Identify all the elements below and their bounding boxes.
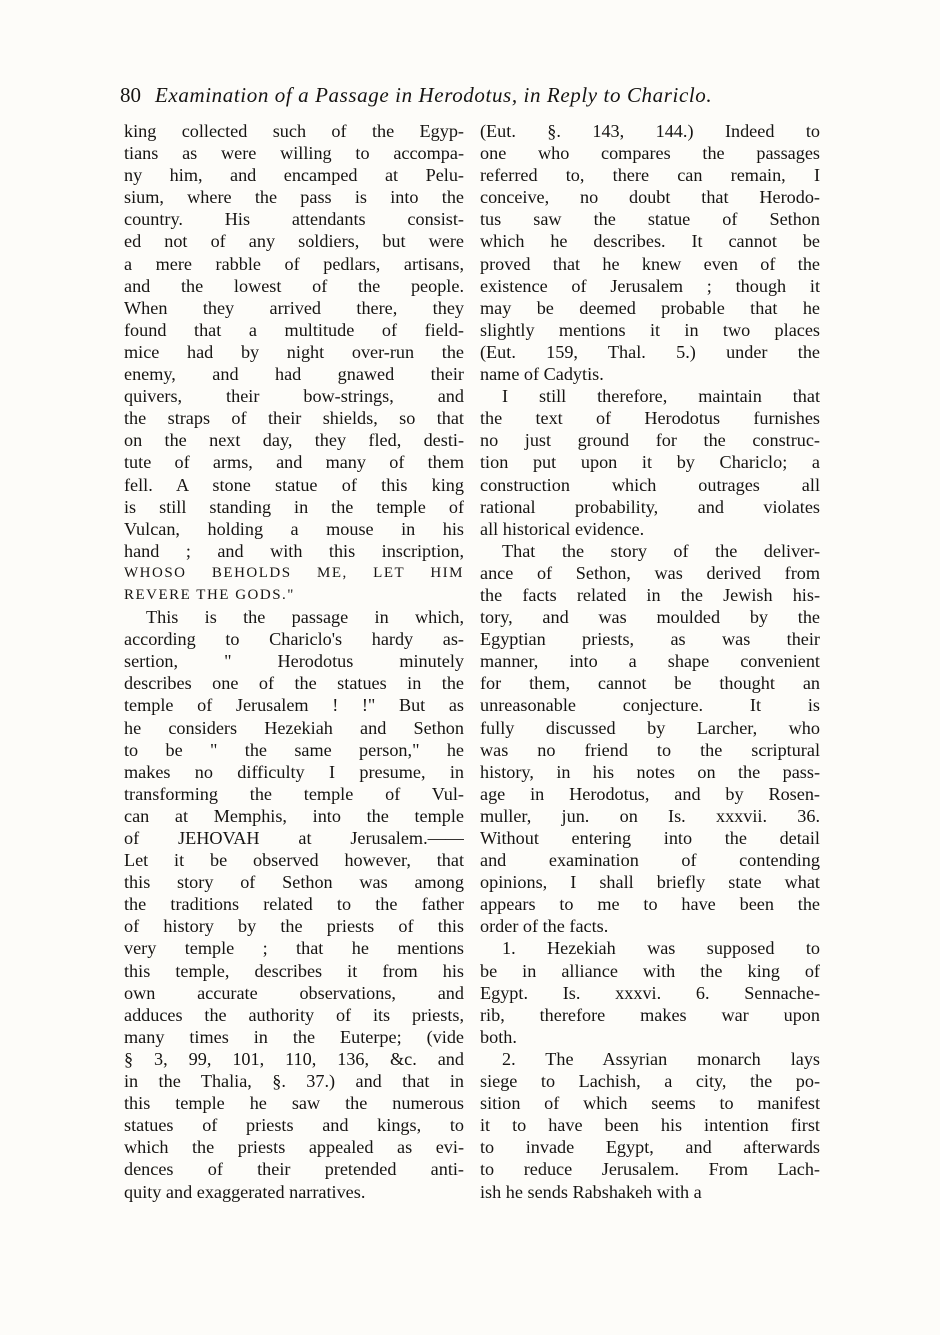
text-line: Without entering into the detail (480, 828, 820, 848)
text-line: When they arrived there, they (124, 297, 464, 318)
text-line: 1. Hezekiah was supposed to (502, 938, 820, 959)
text-line: the traditions related to the father (124, 894, 464, 915)
running-head (120, 82, 826, 108)
text-line: this temple, describes it from his (124, 960, 464, 981)
text-line: referred to, there can remain, I (480, 165, 820, 186)
text-line: found that a multitude of field- (124, 319, 464, 340)
running-title: Examination of a Passage in Herodotus, in Reply to Chariclo. (155, 83, 713, 107)
text-line: Vulcan, holding a mouse in his (124, 518, 464, 539)
text-line: appears to me to have been the (480, 894, 820, 915)
text-line: the text of Herodotus furnishes (480, 408, 820, 429)
text-line: to be " the same person," he (124, 739, 464, 760)
text-line: for them, cannot be thought an (480, 673, 820, 694)
text-line: age in Herodotus, and by Rosen- (480, 783, 820, 804)
text-line: statues of priests and kings, to (124, 1115, 464, 1136)
text-line: quivers, their bow-strings, and (124, 386, 464, 407)
text-line: a mere rabble of pedlars, artisans, (124, 253, 464, 274)
left-text-column (124, 120, 464, 1203)
text-line: the facts related in the Jewish his- (480, 584, 820, 605)
text-line: many times in the Euterpe; (vide (124, 1026, 464, 1047)
text-line: this temple he saw the numerous (124, 1093, 464, 1114)
text-line: according to Chariclo's hardy as- (124, 629, 464, 650)
text-line: which he describes. It cannot be (480, 231, 820, 252)
text-line: sition of which seems to manifest (480, 1093, 820, 1114)
text-line: sertion, " Herodotus minutely (124, 651, 464, 672)
text-line: rib, therefore makes war upon (480, 1004, 820, 1025)
text-line: describes one of the statues in the (124, 673, 464, 694)
text-line: fully discussed by Larcher, who (480, 717, 820, 738)
text-line: of history by the priests of this (124, 916, 464, 937)
text-line: he considers Hezekiah and Sethon (124, 717, 464, 738)
text-line: Egyptian priests, as was their (480, 629, 820, 650)
text-line: unreasonable conjecture. It is (480, 695, 820, 716)
text-line: WHOSO BEHOLDS ME, LET HIM (124, 564, 464, 581)
text-line: rational probability, and violates (480, 496, 820, 517)
text-line: opinions, I shall briefly state what (480, 872, 820, 893)
text-line: and examination of contending (480, 850, 820, 871)
text-line: conceive, no doubt that Herodo- (480, 187, 820, 208)
text-line: can at Memphis, into the temple (124, 805, 464, 826)
text-line: king collected such of the Egyp- (124, 121, 464, 141)
text-line: ish he sends Rabshakeh with a (480, 1181, 702, 1202)
text-line: muller, jun. on Is. xxxvii. 36. (480, 805, 820, 826)
text-line: (Eut. §. 143, 144.) Indeed to (480, 121, 820, 141)
text-line: Let it be observed however, that (124, 850, 464, 871)
text-line: tus saw the statue of Sethon (480, 209, 820, 230)
text-line: adduces the authority of its priests, (124, 1004, 464, 1025)
text-line: temple of Jerusalem ! !" But as (124, 695, 464, 716)
text-line: tians as were willing to accompa- (124, 143, 464, 164)
text-line: tion put upon it by Chariclo; a (480, 452, 820, 473)
text-line: 2. The Assyrian monarch lays (502, 1048, 820, 1069)
text-line: enemy, and had gnawed their (124, 364, 464, 385)
text-line: country. His attendants consist- (124, 209, 464, 230)
text-line: REVERE THE GODS." (124, 586, 295, 603)
text-line: existence of Jerusalem ; though it (480, 275, 820, 296)
text-line: is still standing in the temple of (124, 496, 464, 517)
text-line: to reduce Jerusalem. From Lach- (480, 1159, 820, 1180)
text-line: ny him, and encamped at Pelu- (124, 165, 464, 186)
text-line: all historical evidence. (480, 518, 645, 539)
text-line: Egypt. Is. xxxvi. 6. Sennache- (480, 982, 820, 1003)
text-line: the straps of their shields, so that (124, 408, 464, 429)
text-line: to invade Egypt, and afterwards (480, 1137, 820, 1158)
text-line: may be deemed probable that he (480, 297, 820, 318)
text-line: ance of Sethon, was derived from (480, 562, 820, 583)
text-line: I still therefore, maintain that (502, 386, 820, 407)
text-line: of JEHOVAH at Jerusalem.—— (124, 828, 464, 848)
text-line: manner, into a shape convenient (480, 651, 820, 672)
text-line: in the Thalia, §. 37.) and that in (124, 1071, 464, 1092)
text-line: transforming the temple of Vul- (124, 783, 464, 804)
text-line: quity and exaggerated narratives. (124, 1181, 366, 1202)
text-line: this story of Sethon was among (124, 872, 464, 893)
text-line: very temple ; that he mentions (124, 938, 464, 959)
text-line: one who compares the passages (480, 143, 820, 164)
text-line: tory, and was moulded by the (480, 607, 820, 628)
text-line: sium, where the pass is into the (124, 187, 464, 208)
text-line: name of Cadytis. (480, 364, 604, 385)
text-line: siege to Lachish, a city, the po- (480, 1071, 820, 1092)
text-line: This is the passage in which, (146, 607, 464, 628)
text-line: and the lowest of the people. (124, 275, 464, 296)
text-line: tute of arms, and many of them (124, 452, 464, 473)
text-line: was no friend to the scriptural (480, 739, 820, 760)
text-line: mice had by night over-run the (124, 341, 464, 362)
text-line: (Eut. 159, Thal. 5.) under the (480, 341, 820, 362)
text-line: history, in his notes on the pass- (480, 761, 820, 782)
text-line: fell. A stone statue of this king (124, 474, 464, 495)
text-line: no just ground for the construc- (480, 430, 820, 451)
text-line: proved that he knew even of the (480, 253, 820, 274)
text-line: be in alliance with the king of (480, 960, 820, 981)
text-line: it to have been his intention first (480, 1115, 820, 1136)
text-line: That the story of the deliver- (502, 540, 820, 561)
text-line: dences of their pretended anti- (124, 1159, 464, 1180)
text-line: § 3, 99, 101, 110, 136, &c. and (124, 1048, 464, 1069)
text-line: hand ; and with this inscription, (124, 540, 464, 561)
text-line: own accurate observations, and (124, 982, 464, 1003)
text-line: construction which outrages all (480, 474, 820, 495)
text-line: which the priests appealed as evi- (124, 1137, 464, 1158)
text-line: ed not of any soldiers, but were (124, 231, 464, 252)
text-line: both. (480, 1026, 517, 1047)
text-line: slightly mentions it in two places (480, 319, 820, 340)
text-line: on the next day, they fled, desti- (124, 430, 464, 451)
right-text-column (480, 120, 820, 1203)
text-line: order of the facts. (480, 916, 609, 937)
text-line: makes no difficulty I presume, in (124, 761, 464, 782)
page-number: 80 (120, 83, 141, 107)
